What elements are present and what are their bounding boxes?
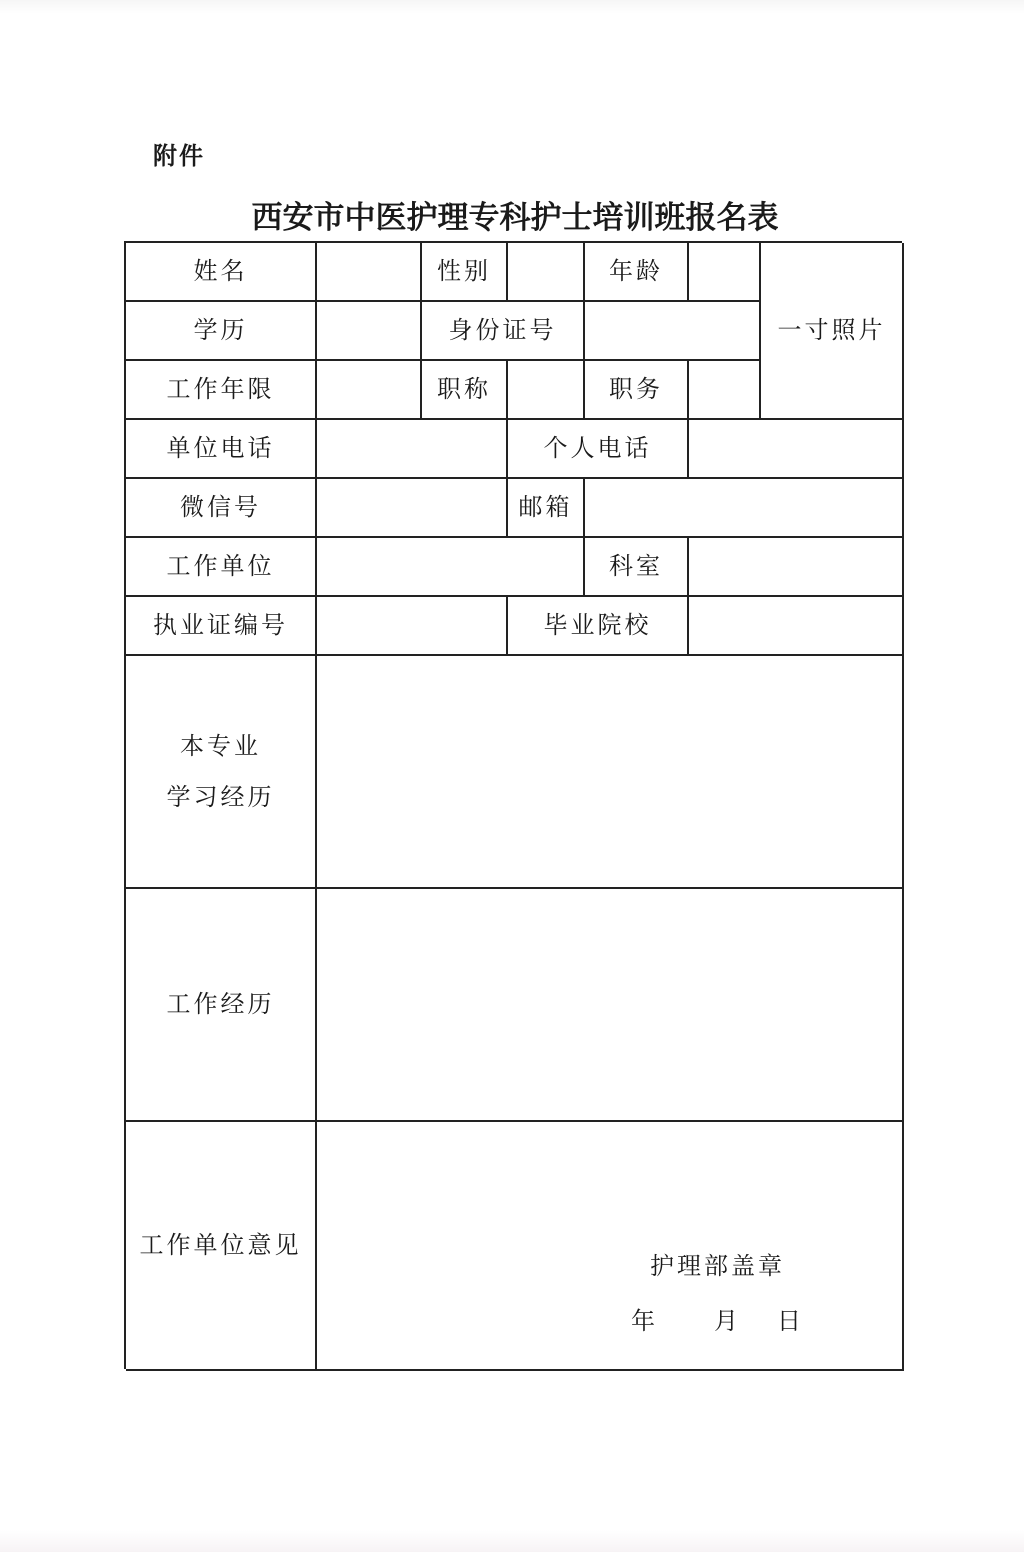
date-line: [631, 1307, 804, 1336]
license-field[interactable]: [317, 597, 508, 656]
education-field[interactable]: [317, 302, 422, 361]
mobile-field[interactable]: [689, 420, 904, 479]
photo-box[interactable]: 一寸照片: [761, 243, 904, 420]
study-history-label-line1: 本专业: [180, 731, 261, 760]
study-history-label: [126, 656, 317, 889]
wechat-label: 微信号: [126, 479, 317, 538]
study-history-field[interactable]: [317, 656, 904, 889]
form-table: [124, 241, 902, 1369]
school-label: 毕业院校: [508, 597, 689, 656]
work-years-field[interactable]: [317, 361, 422, 420]
education-label: 学历: [126, 302, 317, 361]
date-month: 月: [714, 1306, 741, 1335]
department-label: 科室: [585, 538, 689, 597]
license-label: 执业证编号: [126, 597, 317, 656]
work-history-field[interactable]: [317, 889, 904, 1122]
attachment-label: 附件: [153, 142, 205, 170]
employer-label: 工作单位: [126, 538, 317, 597]
email-label: 邮箱: [508, 479, 585, 538]
work-phone-label: 单位电话: [126, 420, 317, 479]
employer-opinion-field[interactable]: [317, 1122, 904, 1371]
wechat-field[interactable]: [317, 479, 508, 538]
employer-field[interactable]: [317, 538, 585, 597]
title-field[interactable]: [508, 361, 585, 420]
work-history-label: 工作经历: [126, 889, 317, 1122]
page-title: 西安市中医护理专科护士培训班报名表: [251, 200, 779, 236]
mobile-label: 个人电话: [508, 420, 689, 479]
age-label: 年龄: [585, 243, 689, 302]
age-field[interactable]: [689, 243, 761, 302]
registration-form: [124, 241, 902, 1369]
stamp-block: [631, 1252, 804, 1336]
date-year: 年: [631, 1306, 658, 1335]
study-history-label-line2: 学习经历: [166, 782, 275, 811]
position-field[interactable]: [689, 361, 761, 420]
gender-field[interactable]: [508, 243, 585, 302]
name-label: 姓名: [126, 243, 317, 302]
work-years-label: 工作年限: [126, 361, 317, 420]
id-number-field[interactable]: [585, 302, 761, 361]
department-field[interactable]: [689, 538, 904, 597]
email-field[interactable]: [585, 479, 904, 538]
name-field[interactable]: [317, 243, 422, 302]
date-day: 日: [777, 1306, 804, 1335]
title-label: 职称: [422, 361, 508, 420]
gender-label: 性别: [422, 243, 508, 302]
work-phone-field[interactable]: [317, 420, 508, 479]
school-field[interactable]: [689, 597, 904, 656]
position-label: 职务: [585, 361, 689, 420]
employer-opinion-label: 工作单位意见: [126, 1122, 317, 1371]
id-number-label: 身份证号: [422, 302, 585, 361]
stamp-label: 护理部盖章: [650, 1252, 785, 1280]
